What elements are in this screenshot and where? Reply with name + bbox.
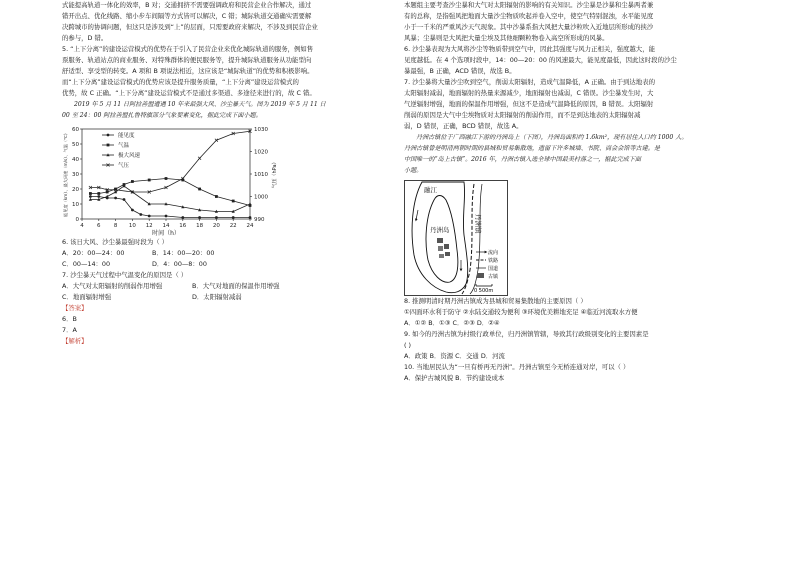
y-left-tick-label: 30 xyxy=(72,172,79,178)
y-right-tick-label: 1010 xyxy=(254,172,268,178)
data-point-0 xyxy=(148,215,151,218)
data-point-3 xyxy=(198,157,201,160)
legend-label-3: 气压 xyxy=(118,163,130,169)
x-tick-label: 12 xyxy=(145,223,153,229)
weather-chart-svg xyxy=(62,123,282,237)
option-a: A．大气对太阳辐射的削弱作用增强 xyxy=(62,282,163,290)
answer-6: 6．B xyxy=(62,315,77,323)
y-right-tick-label: 1020 xyxy=(254,149,268,156)
y-left-tick-label: 40 xyxy=(72,157,79,163)
danzhou-map-svg xyxy=(404,180,508,296)
x-tick-label: 10 xyxy=(128,223,136,229)
data-point-0 xyxy=(139,213,142,216)
option-c: C．00—14：00 xyxy=(62,260,111,268)
chart-intro: 2019 年 5 月 11 日阿拉善盟遭遇 10 年来最强大风、沙尘暴天气。图为 2019 年 5 月 11 日 xyxy=(74,101,326,108)
question-8: 8. 推测明清时期丹洲古镇成为县城和贸易集散地的主要原因（ ） xyxy=(404,297,587,305)
legend-flow: 流向 xyxy=(488,250,499,256)
data-point-0 xyxy=(114,197,117,200)
option-c: C．地面辐射增强 xyxy=(62,293,112,301)
y-right-tick-label: 1000 xyxy=(254,194,268,201)
answer-line: 决跨城市的协调问题，但这只是涉及到“上”的层面，只需要政府来解决，不涉及到民营企业 xyxy=(62,23,318,31)
answer-line: 优势，故 C 正确。“上下分离”建设运营模式不是通过多渠道、多途径来进行的，故 C 错。 xyxy=(62,89,316,97)
question-9: 9. 如今的丹洲古镇为村级行政单位，归丹洲镇管辖，导致其行政级别变化的主要因素是 xyxy=(404,330,649,338)
x-tick-label: 8 xyxy=(113,223,118,229)
data-point-0 xyxy=(131,209,134,212)
left-column xyxy=(62,0,422,347)
y-left-tick-label: 50 xyxy=(72,142,79,148)
question-7-options xyxy=(62,281,422,292)
legend-road: 国道 xyxy=(488,266,499,272)
y-left-tick-label: 10 xyxy=(72,202,79,208)
data-point-1 xyxy=(165,177,168,180)
explanation-line: 见度越低。在 4 个选项时段中，14：00—20：00 的风速最大，能见度最低，因此这时段的沙尘 xyxy=(404,56,677,64)
data-point-0 xyxy=(181,216,184,219)
question-7-options xyxy=(62,292,422,303)
map-intro: 丹洲古镇位于广西融江下游的丹洲岛上（下图），丹洲岛面积约 1.6km²，现有居住人口约 1000 人。 xyxy=(416,134,688,141)
question-6: 6. 该日大风、沙尘暴最强时段为（ ） xyxy=(62,238,169,246)
data-point-1 xyxy=(89,192,92,195)
question-8-statements: ①四面环水利于防守 ②水陆交通较为便利 ③环境优美耕地充足 ④临近河流取水方便 xyxy=(404,308,638,316)
answer-tag: 【答案】 xyxy=(62,304,88,312)
danzhou-map xyxy=(404,180,508,296)
legend-old-town: 古镇 xyxy=(488,274,499,280)
explanation-line: 7. 沙尘暴将大量沙尘吹到空气，削弱太阳辐射，造成气温降低，A 正确。由于到达地表的 xyxy=(404,78,655,86)
river-label: 融江 xyxy=(424,186,437,194)
y-left-tick-label: 0 xyxy=(75,217,79,223)
question-10-options: A．保护古城风貌 B．节约建设成本 xyxy=(404,374,505,382)
explanation-line: 小于一千米的严重风沙天气现象。其中沙暴系指大风把大量沙粒吹入近地层所形成的挟沙 xyxy=(404,23,654,31)
data-point-0 xyxy=(198,216,201,219)
data-point-0 xyxy=(232,216,235,219)
data-point-2 xyxy=(248,202,251,205)
option-b: B．14：00—20：00 xyxy=(152,249,215,257)
explanation-line: 风暴；尘暴则是大风把大量尘埃及其他细颗粒物卷入高空所形成的风暴。 xyxy=(404,34,609,42)
data-point-1 xyxy=(198,188,201,191)
x-tick-label: 6 xyxy=(97,223,101,229)
series-line-1 xyxy=(90,179,250,206)
data-point-0 xyxy=(165,215,168,218)
data-point-1 xyxy=(131,180,134,183)
y-left-axis-label: 能见度（km）、最大风速（m/s）、气温（℃） xyxy=(63,131,68,217)
data-point-0 xyxy=(97,195,100,198)
answer-line: 舒适型、享受型的转变。A 项和 B 项说法相近，这应该是“城际轨道”的优势和积极影响。 xyxy=(62,67,314,75)
legend-label-2: 极大风速 xyxy=(118,153,141,159)
explanation-line: 气逆辐射增强，地面的保温作用增强，但这不是造成气温降低的原因，B 错误。太阳辐射 xyxy=(404,100,654,108)
data-point-0 xyxy=(89,195,92,198)
map-intro: 小题。 xyxy=(404,167,423,174)
explanation-line: 弱，D 错误，正确，BCD 错误，故选 A。 xyxy=(404,122,523,130)
scale-bar-label: 0 500m xyxy=(474,288,494,294)
explanation-line: 6. 沙尘暴表现为大风将沙尘等物质带到空气中，因此其强度与风力正相关，强度越大，能 xyxy=(404,45,655,53)
option-a: A．20：00—24：00 xyxy=(62,249,125,257)
data-point-1 xyxy=(215,195,218,198)
question-10: 10. 当地居民认为“一旦有桥再无丹洲”。丹洲古镇至今无桥连通对岸，可以（ ） xyxy=(404,363,630,371)
y-left-tick-label: 20 xyxy=(72,187,79,193)
y-left-tick-label: 60 xyxy=(72,127,79,133)
option-b: B．大气对地面的保温作用增强 xyxy=(192,282,280,290)
question-9-blank: ( ) xyxy=(404,341,412,349)
question-6-options xyxy=(62,248,422,259)
option-d: D．太阳辐射减弱 xyxy=(192,293,242,301)
data-point-0 xyxy=(123,198,126,201)
x-axis-label: 时间（h） xyxy=(152,230,180,237)
x-tick-label: 24 xyxy=(246,223,254,229)
data-point-0 xyxy=(215,216,218,219)
y-right-tick-label: 990 xyxy=(254,217,265,223)
series-line-0 xyxy=(90,197,250,218)
answer-line: 而“上下分离”建设运营模式的优势应该是提升服务质量，“上下分离”建设运营模式的 xyxy=(62,78,299,86)
legend-label-0: 能见度 xyxy=(118,133,135,139)
legend-rail: 铁路 xyxy=(488,258,499,264)
question-9-options: A．政策 B．资源 C．交通 D．河流 xyxy=(404,352,505,360)
answer-line: 5. “上下分离”的建设运营模式的优势在于引入了民营企业来优化城际轨道的服务，例如售 xyxy=(62,45,314,53)
data-point-1 xyxy=(232,200,235,203)
x-tick-label: 16 xyxy=(179,223,187,229)
explanation-tag: 【解析】 xyxy=(62,337,88,345)
data-point-1 xyxy=(97,192,100,195)
legend-marker-0 xyxy=(107,134,110,137)
x-tick-label: 4 xyxy=(80,223,84,229)
x-tick-label: 22 xyxy=(229,223,237,229)
weather-chart xyxy=(62,123,282,237)
question-8-options: A．①② B．①③ C．②③ D．②④ xyxy=(404,319,500,327)
x-tick-label: 14 xyxy=(162,223,170,229)
x-tick-label: 20 xyxy=(212,223,220,229)
legend-marker-1 xyxy=(107,144,110,147)
answer-line: 票服务、轨道站点的商业服务、对特殊群体的便民服务等，提升城际轨道服务从功能型向 xyxy=(62,56,312,64)
town-label: 丹洲镇 xyxy=(474,214,482,234)
answer-line: 式能提高轨道一体化的效率，B 对；交通拥挤不需要强调政府和民营企业合作解决，通过 xyxy=(62,1,312,9)
chart-intro: 00 至 24：00 阿拉善盟扎鲁特旗部分气象要素变化，据此完成下面小题。 xyxy=(62,112,262,119)
answer-7: 7．A xyxy=(62,326,77,334)
data-point-1 xyxy=(148,179,151,182)
answer-line: 错开出点、优化线路、缩小步车间隔等方式皆可以解决，C 错；城际轨道交通确实需要解 xyxy=(62,12,312,20)
question-6-options xyxy=(62,259,422,270)
island-label: 丹洲岛 xyxy=(430,226,450,234)
answer-line: 的参与，D 错。 xyxy=(62,34,108,42)
option-d: D．4：00—8：00 xyxy=(152,260,207,268)
plot-frame xyxy=(82,129,250,219)
map-intro: 中国唯一的“岛上古镇”。2016 年，丹洲古镇入选全球中国最美村落之一，据此完成下面 xyxy=(404,156,641,163)
explanation-line: 本题组主要考查沙尘暴和大气对太阳辐射的影响的有关知识。沙尘暴是沙暴和尘暴两者兼 xyxy=(404,1,654,9)
explanation-line: 削弱的原因是大气中尘埃物质对太阳辐射的削弱作用，而不是到达地表的太阳辐射减 xyxy=(404,111,641,119)
y-right-tick-label: 1030 xyxy=(254,127,268,133)
explanation-line: 有的总称，是指强风把地面大量沙尘物质吹起并卷入空中，使空气特别混浊，水平能见度 xyxy=(404,12,654,20)
series-line-3 xyxy=(90,131,250,192)
x-tick-label: 18 xyxy=(196,223,204,229)
explanation-line: 暴最强，B 正确，ACD 错误，故选 B。 xyxy=(404,67,516,75)
explanation-line: 太阳辐射减弱，地面辐射的热量来源减少，地面辐射也减弱，C 错误。沙尘暴发生时，大 xyxy=(404,89,654,97)
y-right-axis-label: 气压（hPa） xyxy=(272,159,278,189)
legend-label-1: 气温 xyxy=(118,143,130,149)
data-point-0 xyxy=(249,216,252,219)
question-7: 7. 沙尘暴天气过程中气温变化的原因是（ ） xyxy=(62,271,188,279)
right-column xyxy=(404,0,764,384)
map-intro: 丹洲古镇曾是明清两朝时期的县城和贸易集散地，遗留下许多城墙、书院、商会会馆等古建。是 xyxy=(404,145,660,152)
